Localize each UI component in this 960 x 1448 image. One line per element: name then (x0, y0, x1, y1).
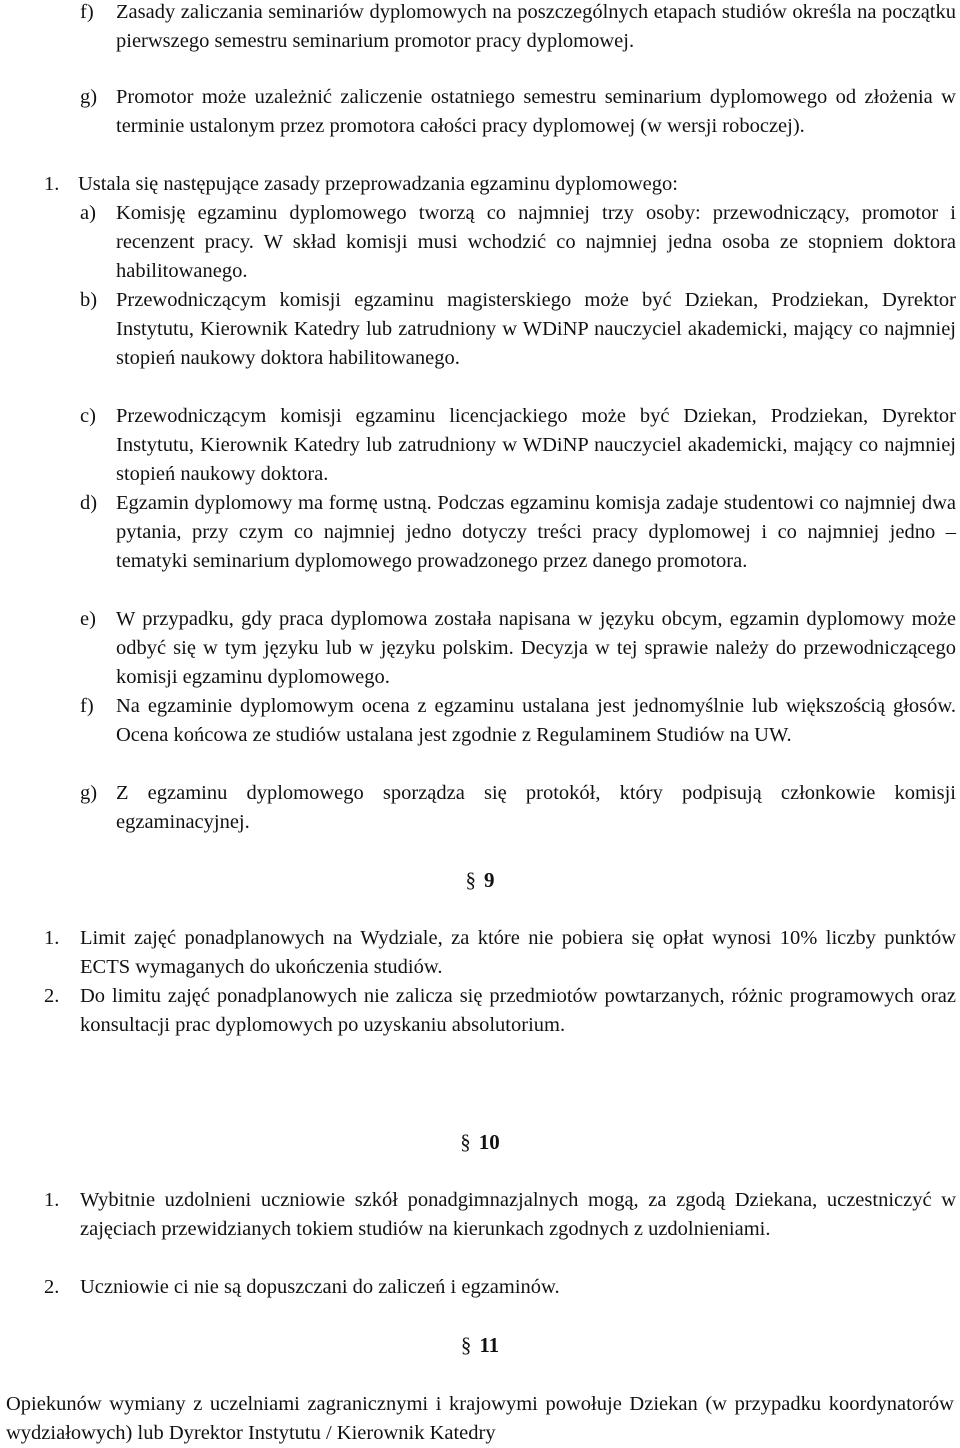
list-item (80, 83, 956, 141)
section-heading (0, 1331, 960, 1360)
list-label: 1. (44, 173, 60, 195)
list-text: Z egzaminu dyplomowego sporządza się protokół, który podpisują członkowie komisji egzaminacyjnej. (116, 782, 956, 833)
list-text: W przypadku, gdy praca dyplomowa została napisana w języku obcym, egzamin dyplomowy może odbyć się w tym języku lub w języku polskim. Decyzja w tej sprawie należy do przewodniczącego komisji egzaminu dyplomowego. (116, 608, 956, 688)
list-label: f) (80, 1, 94, 23)
numbered-item (44, 982, 956, 1040)
list-text: Wybitnie uzdolnieni uczniowie szkół ponadgimnazjalnych mogą, za zgodą Dziekana, uczestniczyć w zajęciach przewidzianych tokiem studiów na kierunkach zgodnych z uzdolnieniami. (80, 1189, 956, 1240)
list-text: Ustala się następujące zasady przeprowadzania egzaminu dyplomowego: (78, 173, 678, 195)
list-label: g) (80, 782, 98, 804)
list-text: Na egzaminie dyplomowym ocena z egzaminu ustalana jest jednomyślnie lub większością głosów. Ocena końcowa ze studiów ustalana jest zgodnie z Regulaminem Studiów na UW. (116, 695, 956, 746)
list-label: f) (80, 695, 94, 717)
list-item (80, 402, 956, 489)
list-label: 2. (44, 985, 60, 1007)
list-text: Zasady zaliczania seminariów dyplomowych na poszczególnych etapach studiów określa na początku pierwszego semestru seminarium promotor pracy dyplomowej. (116, 1, 956, 52)
numbered-item (44, 1273, 956, 1302)
list-text: Egzamin dyplomowy ma formę ustną. Podczas egzaminu komisja zadaje studentowi co najmniej dwa pytania, przy czym co najmniej jedno dotyczy treści pracy dyplomowej i co najmniej jedno – tematyki seminarium dyplomowego prowadzonego przez danego promotora. (116, 492, 956, 572)
list-label: g) (80, 86, 98, 108)
list-text: Limit zajęć ponadplanowych na Wydziale, za które nie pobiera się opłat wynosi 10% liczby punktów ECTS wymaganych do ukończenia studiów. (80, 927, 956, 978)
numbered-item (44, 170, 956, 199)
section-symbol: § (460, 1130, 471, 1154)
list-item (80, 286, 956, 373)
numbered-item (44, 924, 956, 982)
list-item (80, 0, 956, 56)
list-label: c) (80, 405, 96, 427)
list-label: d) (80, 492, 98, 514)
section-heading (0, 866, 960, 895)
list-label: e) (80, 608, 96, 630)
list-text: Komisję egzaminu dyplomowego tworzą co najmniej trzy osoby: przewodniczący, promotor i recenzent pracy. W skład komisji musi wchodzić co najmniej jedna osoba ze stopniem doktora habilitowanego. (116, 202, 956, 282)
list-label: 1. (44, 1189, 60, 1211)
list-label: 1. (44, 927, 60, 949)
list-text: Promotor może uzależnić zaliczenie ostatniego semestru seminarium dyplomowego od złożenia w terminie ustalonym przez promotora całości pracy dyplomowej (w wersji roboczej). (116, 86, 956, 137)
list-text: Przewodniczącym komisji egzaminu magisterskiego może być Dziekan, Prodziekan, Dyrektor Instytutu, Kierownik Katedry lub zatrudniony w WDiNP nauczyciel akademicki, mający co najmniej stopień naukowy doktora habilitowanego. (116, 289, 956, 369)
list-item (80, 199, 956, 286)
list-label: b) (80, 289, 98, 311)
section-number: 11 (479, 1333, 500, 1357)
list-item (80, 489, 956, 576)
list-text: Do limitu zajęć ponadplanowych nie zalicza się przedmiotów powtarzanych, różnic programowych oraz konsultacji prac dyplomowych po uzyskaniu absolutorium. (80, 985, 956, 1036)
section-number: 9 (484, 868, 495, 892)
list-label: a) (80, 202, 96, 224)
paragraph: Opiekunów wymiany z uczelniami zagranicznymi i krajowymi powołuje Dziekan (w przypadku koordynatorów wydziałowych) lub Dyrektor Instytutu / Kierownik Katedry (6, 1393, 954, 1444)
list-label: 2. (44, 1276, 60, 1298)
list-item (80, 605, 956, 692)
list-text: Uczniowie ci nie są dopuszczani do zaliczeń i egzaminów. (80, 1276, 560, 1298)
section-symbol: § (465, 868, 476, 892)
numbered-item (44, 1186, 956, 1244)
list-item (80, 692, 956, 750)
list-text: Przewodniczącym komisji egzaminu licencjackiego może być Dziekan, Prodziekan, Dyrektor Instytutu, Kierownik Katedry lub zatrudniony w WDiNP nauczyciel akademicki, mający co najmniej stopień naukowy doktora. (116, 405, 956, 485)
section-number: 10 (478, 1130, 500, 1154)
section-heading (0, 1128, 960, 1157)
section-symbol: § (460, 1333, 472, 1357)
list-item (80, 779, 956, 837)
